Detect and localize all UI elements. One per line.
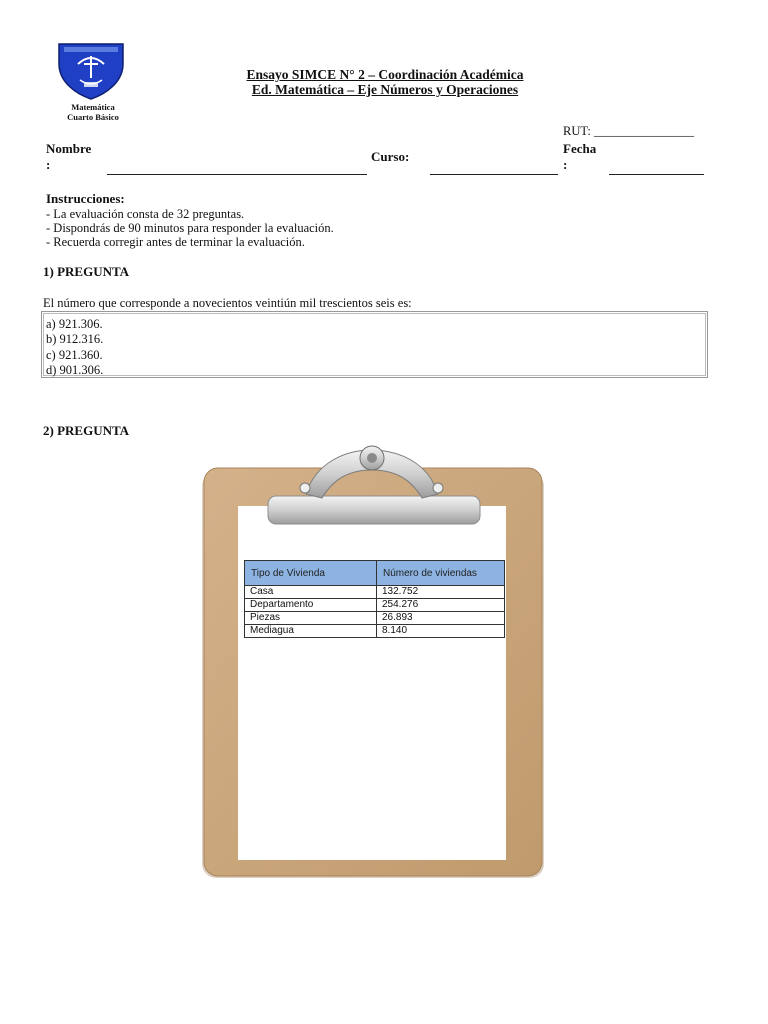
table-row — [245, 612, 505, 625]
question-1-prompt: El número que corresponde a novecientos veintiún mil trescientos seis es: — [43, 296, 412, 310]
logo-caption-subject: Matemática — [71, 102, 115, 112]
table-cell: 8.140 — [377, 625, 505, 638]
clipboard-illustration — [196, 438, 552, 884]
date-field[interactable] — [609, 162, 704, 175]
course-label: Curso: — [371, 149, 410, 164]
instruction-item: - Recuerda corregir antes de terminar la evaluación. — [46, 235, 305, 249]
document-title: Ensayo SIMCE N° 2 – Coordinación Académica — [246, 67, 524, 82]
table-cell: 254.276 — [377, 599, 505, 612]
name-label: Nombre — [46, 141, 92, 156]
name-colon: : — [46, 157, 51, 172]
table-header-cell: Tipo de Vivienda — [245, 561, 377, 586]
document-subtitle: Ed. Matemática – Eje Números y Operaciones — [251, 82, 519, 97]
answer-option-b[interactable]: b) 912.316. — [46, 332, 104, 347]
instructions-heading: Instrucciones: — [46, 191, 125, 206]
table-cell: 132.752 — [377, 586, 505, 599]
name-field[interactable] — [107, 162, 367, 175]
table-row — [245, 625, 505, 638]
instruction-item: - Dispondrás de 90 minutos para responder la evaluación. — [46, 221, 334, 235]
instructions — [46, 191, 446, 249]
answer-option-a[interactable]: a) 921.306. — [46, 317, 103, 331]
table-row — [245, 599, 505, 612]
instruction-item: - La evaluación consta de 32 preguntas. — [46, 207, 245, 221]
logo-caption — [40, 102, 146, 122]
question-2-heading: 2) PREGUNTA — [43, 423, 130, 438]
table-cell: Piezas — [245, 612, 377, 625]
school-crest-logo — [56, 42, 126, 100]
date-label: Fecha — [563, 141, 597, 156]
table-cell: 26.893 — [377, 612, 505, 625]
answer-option-d[interactable]: d) 901.306. — [46, 362, 104, 377]
rut-field[interactable]: RUT: ________________ — [563, 124, 694, 138]
question-1-options-box — [41, 311, 708, 378]
table-header-row — [245, 561, 505, 586]
table-header-cell: Número de viviendas — [377, 561, 505, 586]
table-row — [245, 586, 505, 599]
table-cell: Departamento — [245, 599, 377, 612]
course-field[interactable] — [430, 162, 558, 175]
date-colon: : — [563, 157, 568, 172]
clipboard-graphic — [196, 438, 552, 884]
question-1-heading: 1) PREGUNTA — [43, 264, 130, 279]
housing-table — [244, 560, 505, 638]
answer-option-c[interactable]: c) 921.360. — [46, 347, 103, 362]
table-cell: Mediagua — [245, 625, 377, 638]
logo-caption-grade: Cuarto Básico — [67, 112, 119, 122]
table-cell: Casa — [245, 586, 377, 599]
